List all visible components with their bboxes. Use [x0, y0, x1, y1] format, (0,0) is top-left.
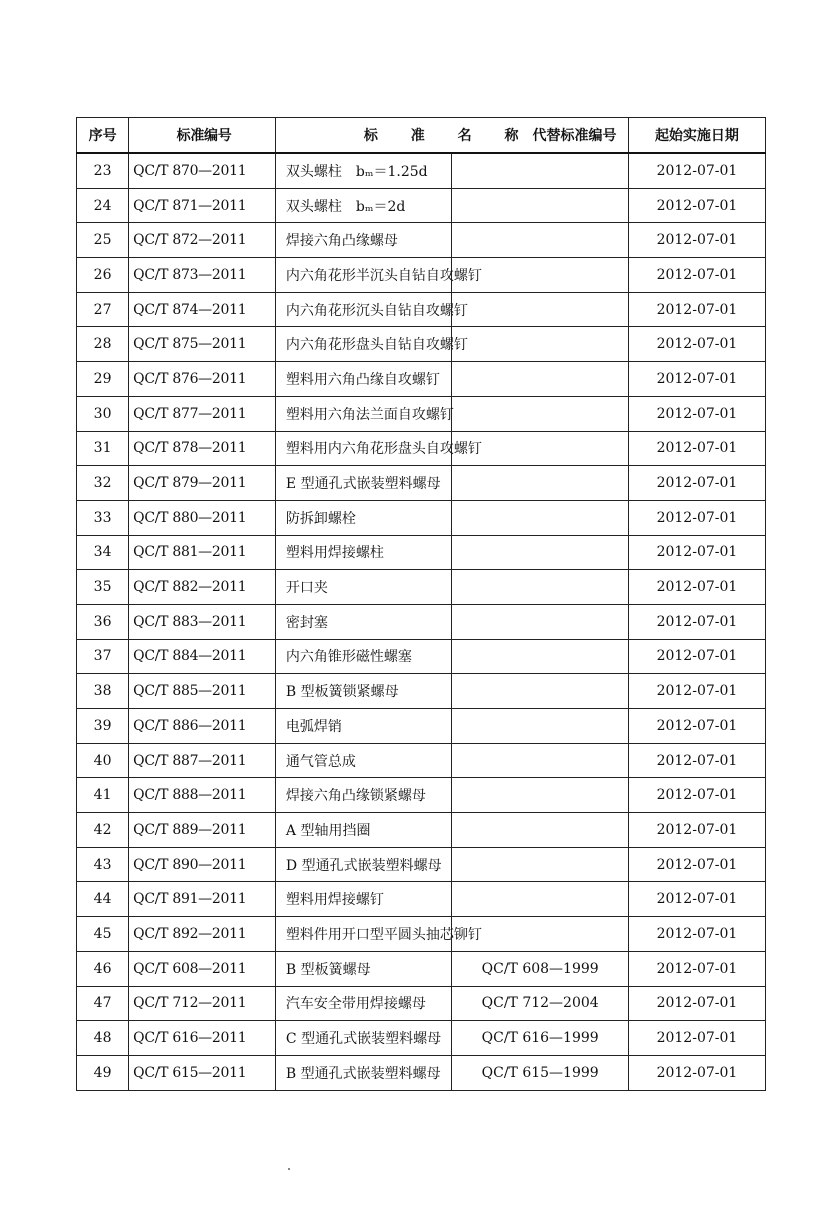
- row-seq: 34: [77, 535, 129, 570]
- row-date: 2012-07-01: [628, 1021, 765, 1056]
- row-name: B 型通孔式嵌装塑料螺母: [275, 1055, 451, 1090]
- row-seq: 28: [77, 327, 129, 362]
- row-code: QC/T 892—2011: [129, 917, 276, 952]
- row-date: 2012-07-01: [628, 258, 765, 293]
- row-name: 塑料用六角法兰面自攻螺钉: [275, 396, 451, 431]
- row-replaced: [452, 396, 628, 431]
- row-date: 2012-07-01: [628, 917, 765, 952]
- row-replaced: [452, 292, 628, 327]
- row-code: QC/T 886—2011: [129, 709, 276, 744]
- header-code: 标准编号: [129, 118, 276, 154]
- row-date: 2012-07-01: [628, 709, 765, 744]
- row-name: 焊接六角凸缘螺母: [275, 223, 451, 258]
- row-replaced: QC/T 615—1999: [452, 1055, 628, 1090]
- table-row: [77, 604, 766, 639]
- row-seq: 49: [77, 1055, 129, 1090]
- table-row: [77, 535, 766, 570]
- row-code: QC/T 890—2011: [129, 847, 276, 882]
- row-code: QC/T 891—2011: [129, 882, 276, 917]
- row-date: 2012-07-01: [628, 986, 765, 1021]
- table-body: [77, 153, 766, 1090]
- row-date: 2012-07-01: [628, 570, 765, 605]
- row-seq: 27: [77, 292, 129, 327]
- row-seq: 37: [77, 639, 129, 674]
- row-date: 2012-07-01: [628, 778, 765, 813]
- row-date: 2012-07-01: [628, 362, 765, 397]
- row-date: 2012-07-01: [628, 327, 765, 362]
- table-row: [77, 813, 766, 848]
- header-replaced: 代替标准编号: [532, 128, 617, 144]
- row-name: 防拆卸螺栓: [275, 500, 451, 535]
- row-seq: 44: [77, 882, 129, 917]
- row-code: QC/T 885—2011: [129, 674, 276, 709]
- table-row: [77, 431, 766, 466]
- row-date: 2012-07-01: [628, 396, 765, 431]
- row-seq: 40: [77, 743, 129, 778]
- row-code: QC/T 888—2011: [129, 778, 276, 813]
- table-row: [77, 986, 766, 1021]
- row-code: QC/T 870—2011: [129, 153, 276, 188]
- table-row: [77, 778, 766, 813]
- table-row: [77, 570, 766, 605]
- row-code: QC/T 873—2011: [129, 258, 276, 293]
- table-row: [77, 847, 766, 882]
- table-row: [77, 327, 766, 362]
- row-code: QC/T 887—2011: [129, 743, 276, 778]
- row-seq: 46: [77, 951, 129, 986]
- header-name-wrap: [276, 125, 628, 145]
- row-replaced: [452, 604, 628, 639]
- row-replaced: [452, 639, 628, 674]
- row-replaced: [452, 709, 628, 744]
- row-seq: 39: [77, 709, 129, 744]
- row-name: 内六角花形盘头自钻自攻螺钉: [275, 327, 451, 362]
- row-code: QC/T 615—2011: [129, 1055, 276, 1090]
- row-seq: 31: [77, 431, 129, 466]
- row-seq: 35: [77, 570, 129, 605]
- row-name: B 型板簧螺母: [275, 951, 451, 986]
- row-name: D 型通孔式嵌装塑料螺母: [275, 847, 451, 882]
- row-name: 密封塞: [275, 604, 451, 639]
- row-replaced: [452, 362, 628, 397]
- table-row: [77, 1055, 766, 1090]
- row-replaced: [452, 674, 628, 709]
- row-code: QC/T 875—2011: [129, 327, 276, 362]
- row-seq: 29: [77, 362, 129, 397]
- row-seq: 26: [77, 258, 129, 293]
- table-row: [77, 951, 766, 986]
- row-date: 2012-07-01: [628, 500, 765, 535]
- row-date: 2012-07-01: [628, 153, 765, 188]
- header-name: 标 准 名 称: [363, 128, 533, 144]
- row-date: 2012-07-01: [628, 188, 765, 223]
- row-replaced: QC/T 616—1999: [452, 1021, 628, 1056]
- row-seq: 24: [77, 188, 129, 223]
- row-date: 2012-07-01: [628, 847, 765, 882]
- table-row: [77, 292, 766, 327]
- row-date: 2012-07-01: [628, 223, 765, 258]
- row-seq: 36: [77, 604, 129, 639]
- row-name: C 型通孔式嵌装塑料螺母: [275, 1021, 451, 1056]
- row-seq: 41: [77, 778, 129, 813]
- table-header: [77, 118, 766, 154]
- row-name: 通气管总成: [275, 743, 451, 778]
- row-seq: 45: [77, 917, 129, 952]
- row-replaced: [452, 882, 628, 917]
- row-code: QC/T 877—2011: [129, 396, 276, 431]
- row-seq: 30: [77, 396, 129, 431]
- table-row: [77, 639, 766, 674]
- row-code: QC/T 712—2011: [129, 986, 276, 1021]
- row-replaced: [452, 153, 628, 188]
- row-replaced: [452, 847, 628, 882]
- row-date: 2012-07-01: [628, 604, 765, 639]
- row-replaced: [452, 500, 628, 535]
- row-name: 塑料件用开口型平圆头抽芯铆钉: [275, 917, 451, 952]
- row-replaced: [452, 466, 628, 501]
- row-replaced: [452, 327, 628, 362]
- row-replaced: [452, 188, 628, 223]
- row-seq: 33: [77, 500, 129, 535]
- row-name: 汽车安全带用焊接螺母: [275, 986, 451, 1021]
- row-replaced: [452, 778, 628, 813]
- row-date: 2012-07-01: [628, 431, 765, 466]
- row-code: QC/T 883—2011: [129, 604, 276, 639]
- row-date: 2012-07-01: [628, 951, 765, 986]
- row-code: QC/T 608—2011: [129, 951, 276, 986]
- row-seq: 47: [77, 986, 129, 1021]
- row-date: 2012-07-01: [628, 292, 765, 327]
- table-row: [77, 917, 766, 952]
- row-code: QC/T 879—2011: [129, 466, 276, 501]
- table-row: [77, 882, 766, 917]
- row-seq: 38: [77, 674, 129, 709]
- table-row: [77, 743, 766, 778]
- row-seq: 42: [77, 813, 129, 848]
- table-row: [77, 188, 766, 223]
- row-name: 塑料用六角凸缘自攻螺钉: [275, 362, 451, 397]
- row-seq: 23: [77, 153, 129, 188]
- row-name: 内六角锥形磁性螺塞: [275, 639, 451, 674]
- row-name: 焊接六角凸缘锁紧螺母: [275, 778, 451, 813]
- row-code: QC/T 872—2011: [129, 223, 276, 258]
- table-row: [77, 1021, 766, 1056]
- row-name: 内六角花形半沉头自钻自攻螺钉: [275, 258, 451, 293]
- row-date: 2012-07-01: [628, 882, 765, 917]
- page-speck: [288, 1168, 290, 1170]
- row-seq: 48: [77, 1021, 129, 1056]
- row-code: QC/T 874—2011: [129, 292, 276, 327]
- row-replaced: [452, 743, 628, 778]
- row-name: 内六角花形沉头自钻自攻螺钉: [275, 292, 451, 327]
- table-row: [77, 258, 766, 293]
- table-row: [77, 396, 766, 431]
- row-name: 塑料用内六角花形盘头自攻螺钉: [275, 431, 451, 466]
- row-seq: 25: [77, 223, 129, 258]
- row-date: 2012-07-01: [628, 743, 765, 778]
- row-code: QC/T 878—2011: [129, 431, 276, 466]
- row-code: QC/T 871—2011: [129, 188, 276, 223]
- row-date: 2012-07-01: [628, 813, 765, 848]
- row-date: 2012-07-01: [628, 639, 765, 674]
- row-name: 双头螺柱 bₘ＝1.25d: [275, 153, 451, 188]
- row-replaced: [452, 813, 628, 848]
- table-row: [77, 466, 766, 501]
- row-name: 电弧焊销: [275, 709, 451, 744]
- row-seq: 43: [77, 847, 129, 882]
- standards-table: [76, 117, 766, 1091]
- row-name: B 型板簧锁紧螺母: [275, 674, 451, 709]
- row-name: 双头螺柱 bₘ＝2d: [275, 188, 451, 223]
- row-replaced: QC/T 608—1999: [452, 951, 628, 986]
- row-name: 塑料用焊接螺钉: [275, 882, 451, 917]
- row-code: QC/T 876—2011: [129, 362, 276, 397]
- row-date: 2012-07-01: [628, 466, 765, 501]
- row-name: 开口夹: [275, 570, 451, 605]
- header-name-cell: [275, 118, 628, 154]
- row-replaced: QC/T 712—2004: [452, 986, 628, 1021]
- header-row: [77, 118, 766, 154]
- row-name: A 型轴用挡圈: [275, 813, 451, 848]
- row-seq: 32: [77, 466, 129, 501]
- header-date: 起始实施日期: [628, 118, 765, 154]
- row-replaced: [452, 223, 628, 258]
- row-date: 2012-07-01: [628, 535, 765, 570]
- row-code: QC/T 880—2011: [129, 500, 276, 535]
- table-row: [77, 674, 766, 709]
- table-row: [77, 362, 766, 397]
- row-code: QC/T 889—2011: [129, 813, 276, 848]
- table-row: [77, 153, 766, 188]
- row-code: QC/T 616—2011: [129, 1021, 276, 1056]
- row-replaced: [452, 535, 628, 570]
- row-replaced: [452, 570, 628, 605]
- row-date: 2012-07-01: [628, 674, 765, 709]
- row-name: 塑料用焊接螺柱: [275, 535, 451, 570]
- row-code: QC/T 882—2011: [129, 570, 276, 605]
- row-code: QC/T 884—2011: [129, 639, 276, 674]
- table-row: [77, 709, 766, 744]
- table-row: [77, 500, 766, 535]
- table-row: [77, 223, 766, 258]
- row-name: E 型通孔式嵌装塑料螺母: [275, 466, 451, 501]
- row-date: 2012-07-01: [628, 1055, 765, 1090]
- row-code: QC/T 881—2011: [129, 535, 276, 570]
- header-seq: 序号: [77, 118, 129, 154]
